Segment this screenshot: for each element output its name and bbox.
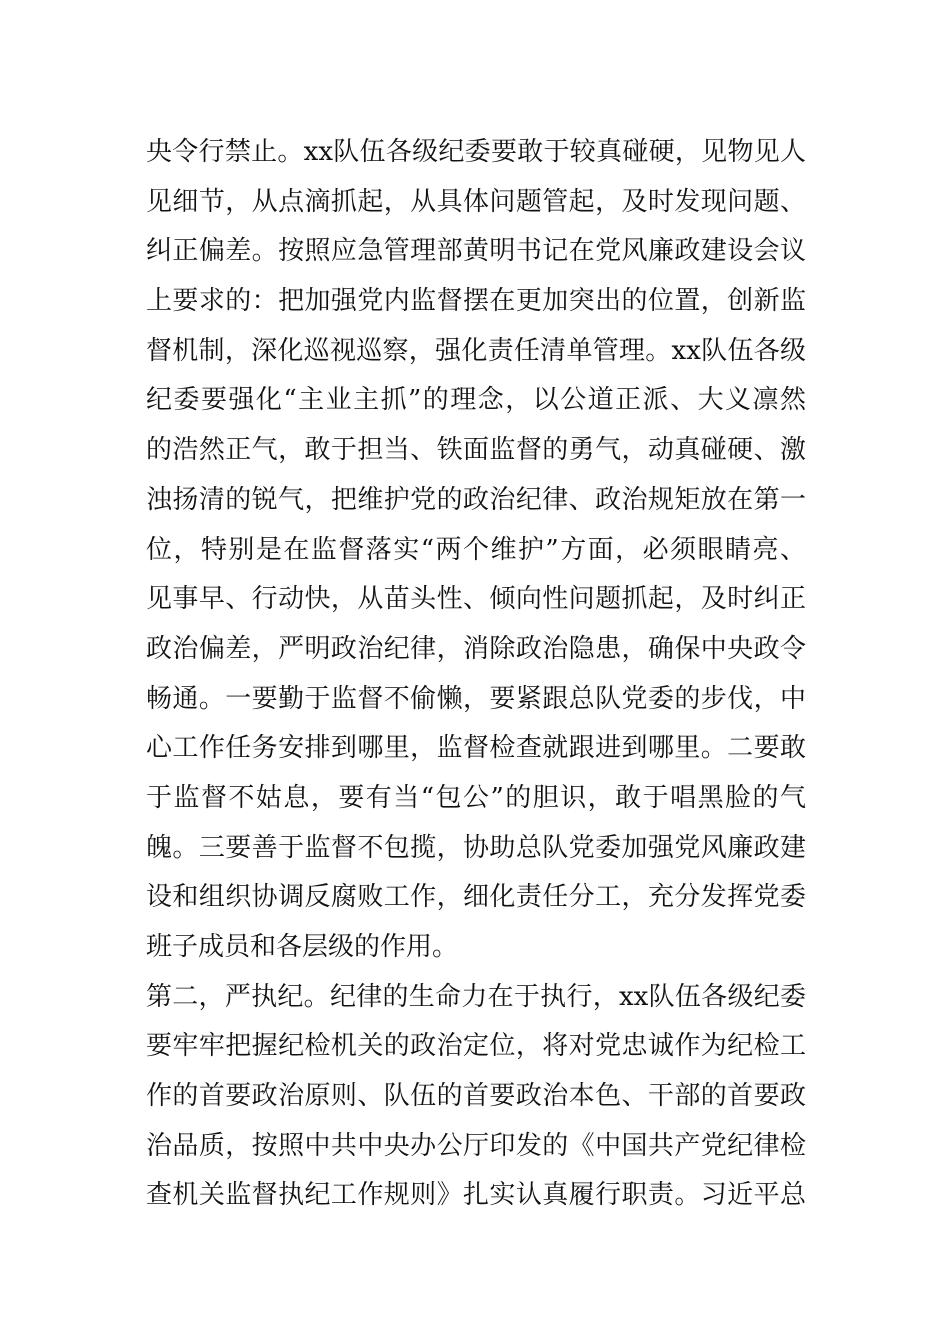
text-line: 位，特别是在监督落实“两个维护”方面，必须眼睛亮、 bbox=[146, 534, 806, 565]
text-line: 的浩然正气，敢于担当、铁面监督的勇气，动真碰硬、激 bbox=[146, 435, 806, 466]
document-body bbox=[146, 128, 806, 1221]
text-line: 于监督不姑息，要有当“包公”的胆识，敢于唱黑脸的气 bbox=[146, 782, 806, 813]
text-line: 魄。三要善于监督不包揽，协助总队党委加强党风廉政建 bbox=[146, 832, 806, 863]
text-line: 畅通。一要勤于监督不偷懒，要紧跟总队党委的步伐，中 bbox=[146, 683, 806, 714]
text-line: 纪委要强化“主业主抓”的理念，以公道正派、大义凛然 bbox=[146, 385, 806, 416]
text-line: 督机制，深化巡视巡察，强化责任清单管理。xx队伍各级 bbox=[146, 335, 806, 366]
text-line: 查机关监督执纪工作规则》扎实认真履行职责。习近平总 bbox=[146, 1180, 806, 1211]
text-line: 纠正偏差。按照应急管理部黄明书记在党风廉政建设会议 bbox=[146, 236, 806, 267]
text-line: 央令行禁止。xx队伍各级纪委要敢于较真碰硬，见物见人 bbox=[146, 137, 806, 167]
paragraph-2 bbox=[146, 973, 806, 1221]
text-line: 班子成员和各层级的作用。 bbox=[146, 932, 459, 962]
text-line: 第二，严执纪。纪律的生命力在于执行，xx队伍各级纪委 bbox=[146, 981, 806, 1012]
text-line: 见事早、行动快，从苗头性、倾向性问题抓起，及时纠正 bbox=[146, 584, 806, 615]
text-line: 浊扬清的锐气，把维护党的政治纪律、政治规矩放在第一 bbox=[146, 484, 806, 515]
text-line: 要牢牢把握纪检机关的政治定位，将对党忠诚作为纪检工 bbox=[146, 1031, 806, 1062]
text-line: 设和组织协调反腐败工作，细化责任分工，充分发挥党委 bbox=[146, 882, 806, 913]
text-line: 见细节，从点滴抓起，从具体问题管起，及时发现问题、 bbox=[146, 186, 806, 217]
text-line: 上要求的：把加强党内监督摆在更加突出的位置，创新监 bbox=[146, 286, 806, 317]
text-line: 作的首要政治原则、队伍的首要政治本色、干部的首要政 bbox=[146, 1081, 806, 1112]
text-line: 心工作任务安排到哪里，监督检查就跟进到哪里。二要敢 bbox=[146, 733, 806, 764]
text-line: 治品质，按照中共中央办公厅印发的《中国共产党纪律检 bbox=[146, 1130, 806, 1161]
paragraph-1 bbox=[146, 128, 806, 973]
text-line: 政治偏差，严明政治纪律，消除政治隐患，确保中央政令 bbox=[146, 633, 806, 664]
